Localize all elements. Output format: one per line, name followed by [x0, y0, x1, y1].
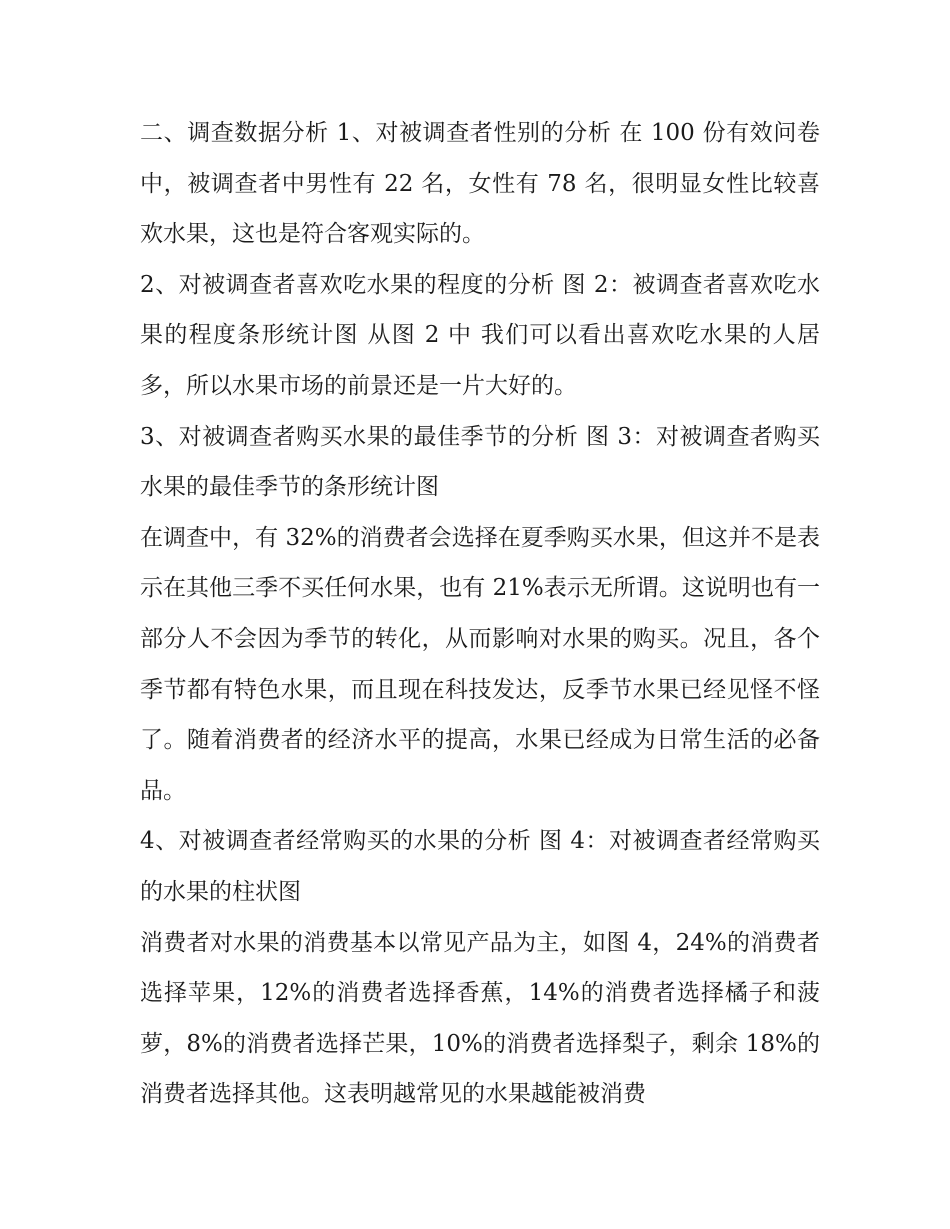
document-body [140, 108, 820, 1120]
paragraph-preference-analysis: 2、对被调查者喜欢吃水果的程度的分析 图 2：被调查者喜欢吃水果的程度条形统计图 从图 2 中 我们可以看出喜欢吃水果的人居多，所以水果市场的前景还是一片大好的。 [140, 271, 820, 399]
paragraph-season-analysis: 在调查中，有 32%的消费者会选择在夏季购买水果，但这并不是表示在其他三季不买任何水果，也有 21%表示无所谓。这说明也有一部分人不会因为季节的转化，从而影响对水果的购买。况且，各个季节都有特色水果，而且现在科技发达，反季节水果已经见怪不怪了。随着消费者的经济水平的提高，水果已经成为日常生活的必备品。 [140, 524, 820, 804]
paragraph-fruit-analysis: 消费者对水果的消费基本以常见产品为主，如图 4，24%的消费者选择苹果，12%的消费者选择香蕉，14%的消费者选择橘子和菠萝，8%的消费者选择芒果，10%的消费者选择梨子，剩余 18%的消费者选择其他。这表明越常见的水果越能被消费 [140, 929, 820, 1108]
paragraph-gender-analysis: 二、调查数据分析 1、对被调查者性别的分析 在 100 份有效问卷中，被调查者中男性有 22 名，女性有 78 名，很明显女性比较喜欢水果，这也是符合客观实际的。 [140, 120, 820, 248]
paragraph-season-heading: 3、对被调查者购买水果的最佳季节的分析 图 3：对被调查者购买水果的最佳季节的条形统计图 [140, 423, 820, 501]
paragraph-fruit-heading: 4、对被调查者经常购买的水果的分析 图 4：对被调查者经常购买的水果的柱状图 [140, 828, 820, 905]
